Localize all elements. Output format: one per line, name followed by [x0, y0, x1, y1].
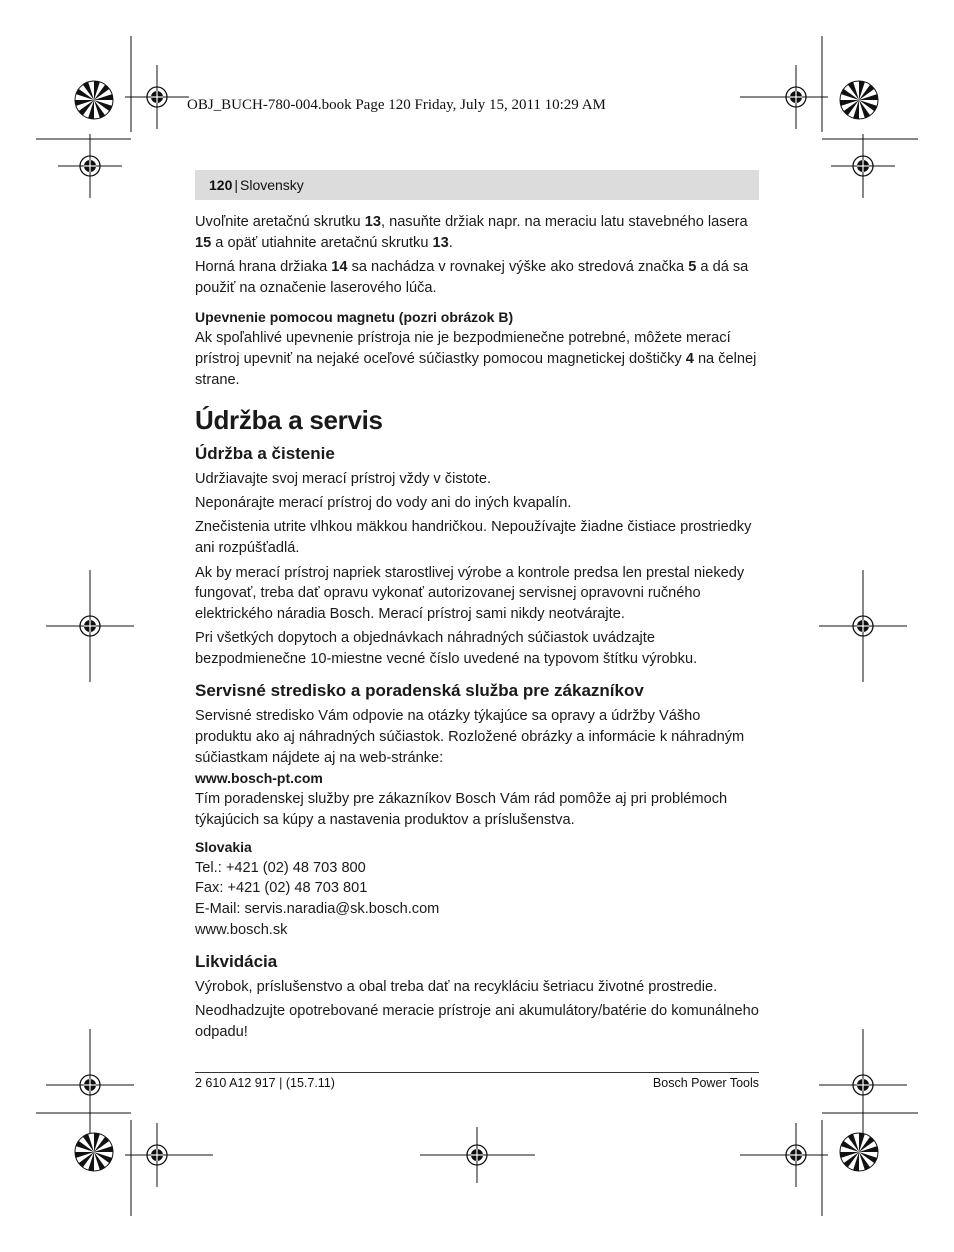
maintenance-title: Údržba a servis	[195, 404, 383, 435]
cleaning-paragraph: Ak by merací prístroj napriek starostlivej výrobe a kontrole predsa len prestal niekedy fungovať, treba dať opravu vykonať autorizovanej servisnej opravovni ručného elektrického náradia Bosch. Merací prístroj sami nikdy neotvárajte.	[195, 564, 745, 623]
intro-paragraph-2: Horná hrana držiaka 14 sa nachádza v rovnakej výške ako stredová značka 5 a dá sa použiť na označenie laserového lúča.	[195, 259, 749, 296]
service-heading: Servisné stredisko a poradenská služba pre zákazníkov	[195, 681, 644, 701]
magnet-paragraph: Ak spoľahlivé upevnenie prístroja nie je bezpodmienečne potrebné, môžete merací prístroj upevniť na nejaké oceľové súčiastky pomocou magnetickej doštičky 4 na čelnej strane.	[195, 330, 757, 389]
footer-brand: Bosch Power Tools	[652, 1076, 759, 1090]
footer-rule	[195, 1072, 759, 1073]
disposal-paragraph-1: Výrobok, príslušenstvo a obal treba dať na recykláciu šetriacu životné prostredie.	[195, 978, 718, 995]
page-header	[195, 170, 759, 200]
page-number: 120	[209, 177, 233, 193]
email-line[interactable]: E-Mail: servis.naradia@sk.bosch.com	[195, 901, 440, 918]
header-separator: |	[234, 177, 238, 193]
cleaning-paragraph: Udržiavajte svoj merací prístroj vždy v čistote.	[195, 470, 492, 487]
footer-doc-number: 2 610 A12 917 | (15.7.11)	[195, 1076, 335, 1090]
fax-line: Fax: +421 (02) 48 703 801	[195, 880, 368, 897]
header-language: Slovensky	[240, 177, 304, 193]
cleaning-heading: Údržba a čistenie	[195, 443, 335, 463]
service-paragraph-2: Tím poradenskej služby pre zákazníkov Bosch Vám rád pomôže aj pri problémoch týkajúcich sa kúpy a nastavenia produktov a príslušenstva.	[195, 791, 728, 829]
cleaning-paragraph: Neponárajte merací prístroj do vody ani do iných kvapalín.	[195, 495, 572, 512]
print-slug: OBJ_BUCH-780-004.book Page 120 Friday, July 15, 2011 10:29 AM	[187, 97, 606, 113]
cleaning-paragraph: Znečistenia utrite vlhkou mäkkou handričkou. Nepoužívajte žiadne čistiace prostriedky ani rozpúšťadlá.	[195, 519, 752, 557]
magnet-heading: Upevnenie pomocou magnetu (pozri obrázok B)	[195, 308, 514, 325]
disposal-paragraph-2: Neodhadzujte opotrebované meracie prístroje ani akumulátory/batérie do komunálneho odpadu!	[195, 1003, 759, 1040]
page-content	[195, 212, 759, 1046]
service-url-link[interactable]: www.bosch-pt.com	[195, 770, 323, 787]
intro-paragraph-1: Uvoľnite aretačnú skrutku 13, nasuňte držiak napr. na meraciu latu stavebného lasera 15 a opäť utiahnite aretačnú skrutku 13.	[195, 214, 748, 251]
phone-line: Tel.: +421 (02) 48 703 800	[195, 859, 366, 876]
website-line[interactable]: www.bosch.sk	[195, 922, 288, 939]
disposal-heading: Likvidácia	[195, 951, 278, 971]
service-paragraph: Servisné stredisko Vám odpovie na otázky týkajúce sa opravy a údržby Vášho produktu ako aj náhradných súčiastok. Rozložené obrázky a informácie k náhradným súčiastkam nájdete aj na web-stránke:	[195, 708, 745, 766]
contact-block	[195, 858, 759, 941]
cleaning-paragraph: Pri všetkých dopytoch a objednávkach náhradných súčiastok uvádzajte bezpodmienečne 10-miestne vecné číslo uvedené na typovom štítku výrobku.	[195, 630, 698, 668]
country-label: Slovakia	[195, 838, 252, 855]
